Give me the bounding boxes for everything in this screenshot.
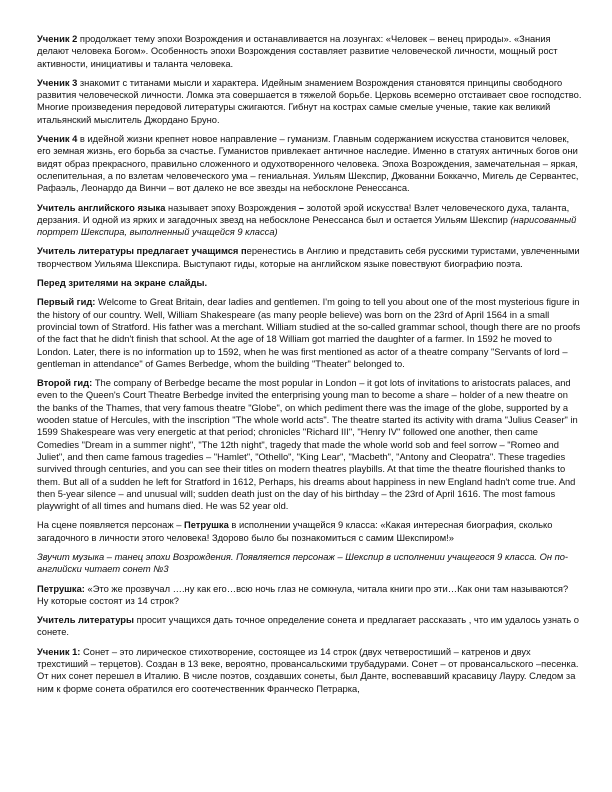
speaker-label: Ученик 2 (37, 34, 78, 44)
paragraph-text: называет эпоху Возрождения (165, 202, 299, 213)
speaker-label: Учитель литературы (37, 615, 134, 626)
paragraph-slides-note (37, 277, 582, 289)
paragraph-literature-teacher-sonnet (37, 614, 582, 639)
paragraph-petrushka-appears (37, 519, 582, 544)
paragraph-english-teacher (37, 202, 582, 239)
speaker-label: Учитель литературы предлагает учащимся п (37, 246, 247, 257)
paragraph-text: На сцене появляется персонаж – (37, 520, 184, 531)
paragraph-text: продолжает тему эпохи Возрождения и останавливается на лозунгах: «Человек – венец природы». «Знания делают человека Богом». Особенность эпохи Возрождения составляет развитие человеческой личности, мощный рост активности, инициативы и таланта человека. (37, 34, 558, 69)
paragraph-text: знакомит с титанами мысли и характера. Идейным знамением Возрождения становятся принципы свободного развития человеческой личности. Ломка эта совершается в тяжелой борьбе. Церковь всемерно отстаивает свое господство. Многие произведения передовой литературы сжигаются. Гибнут на кострах самые смелые ученые, такие как великий итальянский мыслитель Джордано Бруно. (37, 77, 582, 125)
paragraph-literature-teacher (37, 245, 582, 270)
paragraph-text: еренестись в Англию и представить себя русскими туристами, увлеченными творчеством Уильяма Шекспира. Выступают гиды, которые на английском языке повествуют биографию поэта. (37, 246, 580, 269)
dash-bold: – (298, 202, 304, 213)
paragraph-second-guide (37, 377, 582, 512)
paragraph-student-2 (37, 33, 582, 70)
paragraph-text: Сонет – это лирическое стихотворение, состоящее из 14 строк (двух четверостиший – катренов и двух трехстиший – терцетов). Создан в 13 веке, вероятно, провансальскими трубадурами. Сонет – от провансальского –песенка. От них сонет перешел в Италию. В числе поэтов, создавших сонеты, был Данте, воспевавший красавицу Лауру. Следом за ним к форме сонета обратился его соотечественник Франческо Петрарка, (37, 646, 579, 694)
paragraph-text: «Это же прозвучал ….ну как его…всю ночь глаз не сомкнула, читала книги про эти…Как они там называются? Ну которые состоят из 14 строк? (37, 583, 569, 606)
paragraph-music-note (37, 551, 582, 576)
paragraph-student-3 (37, 77, 582, 126)
paragraph-student-4 (37, 133, 582, 194)
paragraph-text: The company of Berbedge became the most popular in London – it got lots of invitations to aristocrats palaces, and even to the Queen's Court Theatre Berbedge invited the enterprising young man to become a share – holder of a new theatre on the banks of the Thames, that very famous theatre "Globe", on which pediment there was the image of the globe, supported by a wooden statue of Hercules, with the inscription "The whole world acts". The theatre started its activity with drama "Julius Ceaser" in 1599 Shakespeare was very energetic at that period; chronicles "Richard III", "Henry IV" followed one another, then came Comedies "Dream in a summer night", "The 12th night", tragedy that made the whole world sob and feel sorrow – "Romeo and Juliet", and then came famous tragedies – "Hamlet", "Othello", "King Lear", "Macbeth", "Antony and Cleopatra". These tragedies survived through centuries, and you can see their titles on modern theatres playbills. At that time the theatre flourished thanks to them. But all of a sudden he left for Stratford in 1612, Perhaps, his dreams about happiness in new England hadn't come true. And then 5-year silence – and unusual will; sudden death just on the day of his birthday – the 23rd of April 1616. The most famous playwright of all times and humans died. He was 52 year old. (37, 378, 578, 512)
paragraph-text: золотой эрой искусства! Взлет человеческого духа, таланта, дерзания. И одной из ярких и загадочных звезд на небосклоне Ренессанса был и остается Уильям Шекспир (37, 202, 570, 225)
speaker-label: Учитель английского языка (37, 202, 166, 213)
paragraph-first-guide (37, 296, 582, 370)
stage-note: Перед зрителями на экране слайды. (37, 278, 208, 289)
paragraph-text: просит учащихся дать точное определение сонета и предлагает рассказать , что им удалось узнать о сонете. (37, 615, 579, 638)
portrait-note: (нарисованный портрет Шекспира, выполненный учащейся 9 класса) (37, 214, 577, 238)
paragraph-text: в идейной жизни крепнет новое направление – гуманизм. Главным содержанием искусства становится человек, его земная жизнь, его борьба за счастье. Гуманистов привлекает античное наследие. Именно в статуях античных богов они видят образ прекрасного, правильно сложенного и одухотворенного человека. Эпоха Возрождения, замечательная – яркая, ослепительная, а по взлетам человеческого ума – гениальная. Уильям Шекспир, Джованни Боккаччо, Мигель де Сервантес, Рафаэль, Леонардо да Винчи – вот далеко не все звезды на небосклоне Ренессанса. (37, 134, 579, 194)
paragraph-petrushka-question (37, 583, 582, 608)
paragraph-student-1-sonnet (37, 646, 582, 695)
speaker-label: Второй гид: (37, 378, 93, 389)
paragraph-text: в исполнении учащейся 9 класса: «Какая интересная биография, сколько загадочного в личности этого человека! Здорово было бы познакомиться с самим Шекспиром!» (37, 520, 553, 543)
speaker-label: Первый гид: (37, 297, 96, 308)
speaker-label: Ученик 3 (37, 77, 78, 88)
speaker-label: Ученик 4 (37, 134, 78, 145)
speaker-label: Ученик 1: (37, 646, 81, 657)
stage-direction: Звучит музыка – танец эпохи Возрождения. Появляется персонаж – Шекспир в исполнении учащегося 9 класса. Он по-английски читает сонет №3 (37, 551, 569, 575)
speaker-label: Петрушка (184, 520, 229, 531)
speaker-label: Петрушка: (37, 583, 85, 594)
paragraph-text: Welcome to Great Britain, dear ladies and gentlemen. I'm going to tell you about one of the most mysterious figure in the history of our country. Well, William Shakespeare (as many people believe) was born on the 23rd of April 1564 in a small provincial town of Stratford. His father was a merchant. William studied at the so-called grammar school, though there are no proofs of the fact that he didn't finish that school. At the age of 18 William got married the daughter of a farmer. In 1592 he moved to London. Later, there is no information up to 1592, when he was first mentioned as actor of a theatre company "Servants of lord – gentleman in attendance" of Games Berbedge, whom the building "Theater" belonged to. (37, 297, 581, 369)
